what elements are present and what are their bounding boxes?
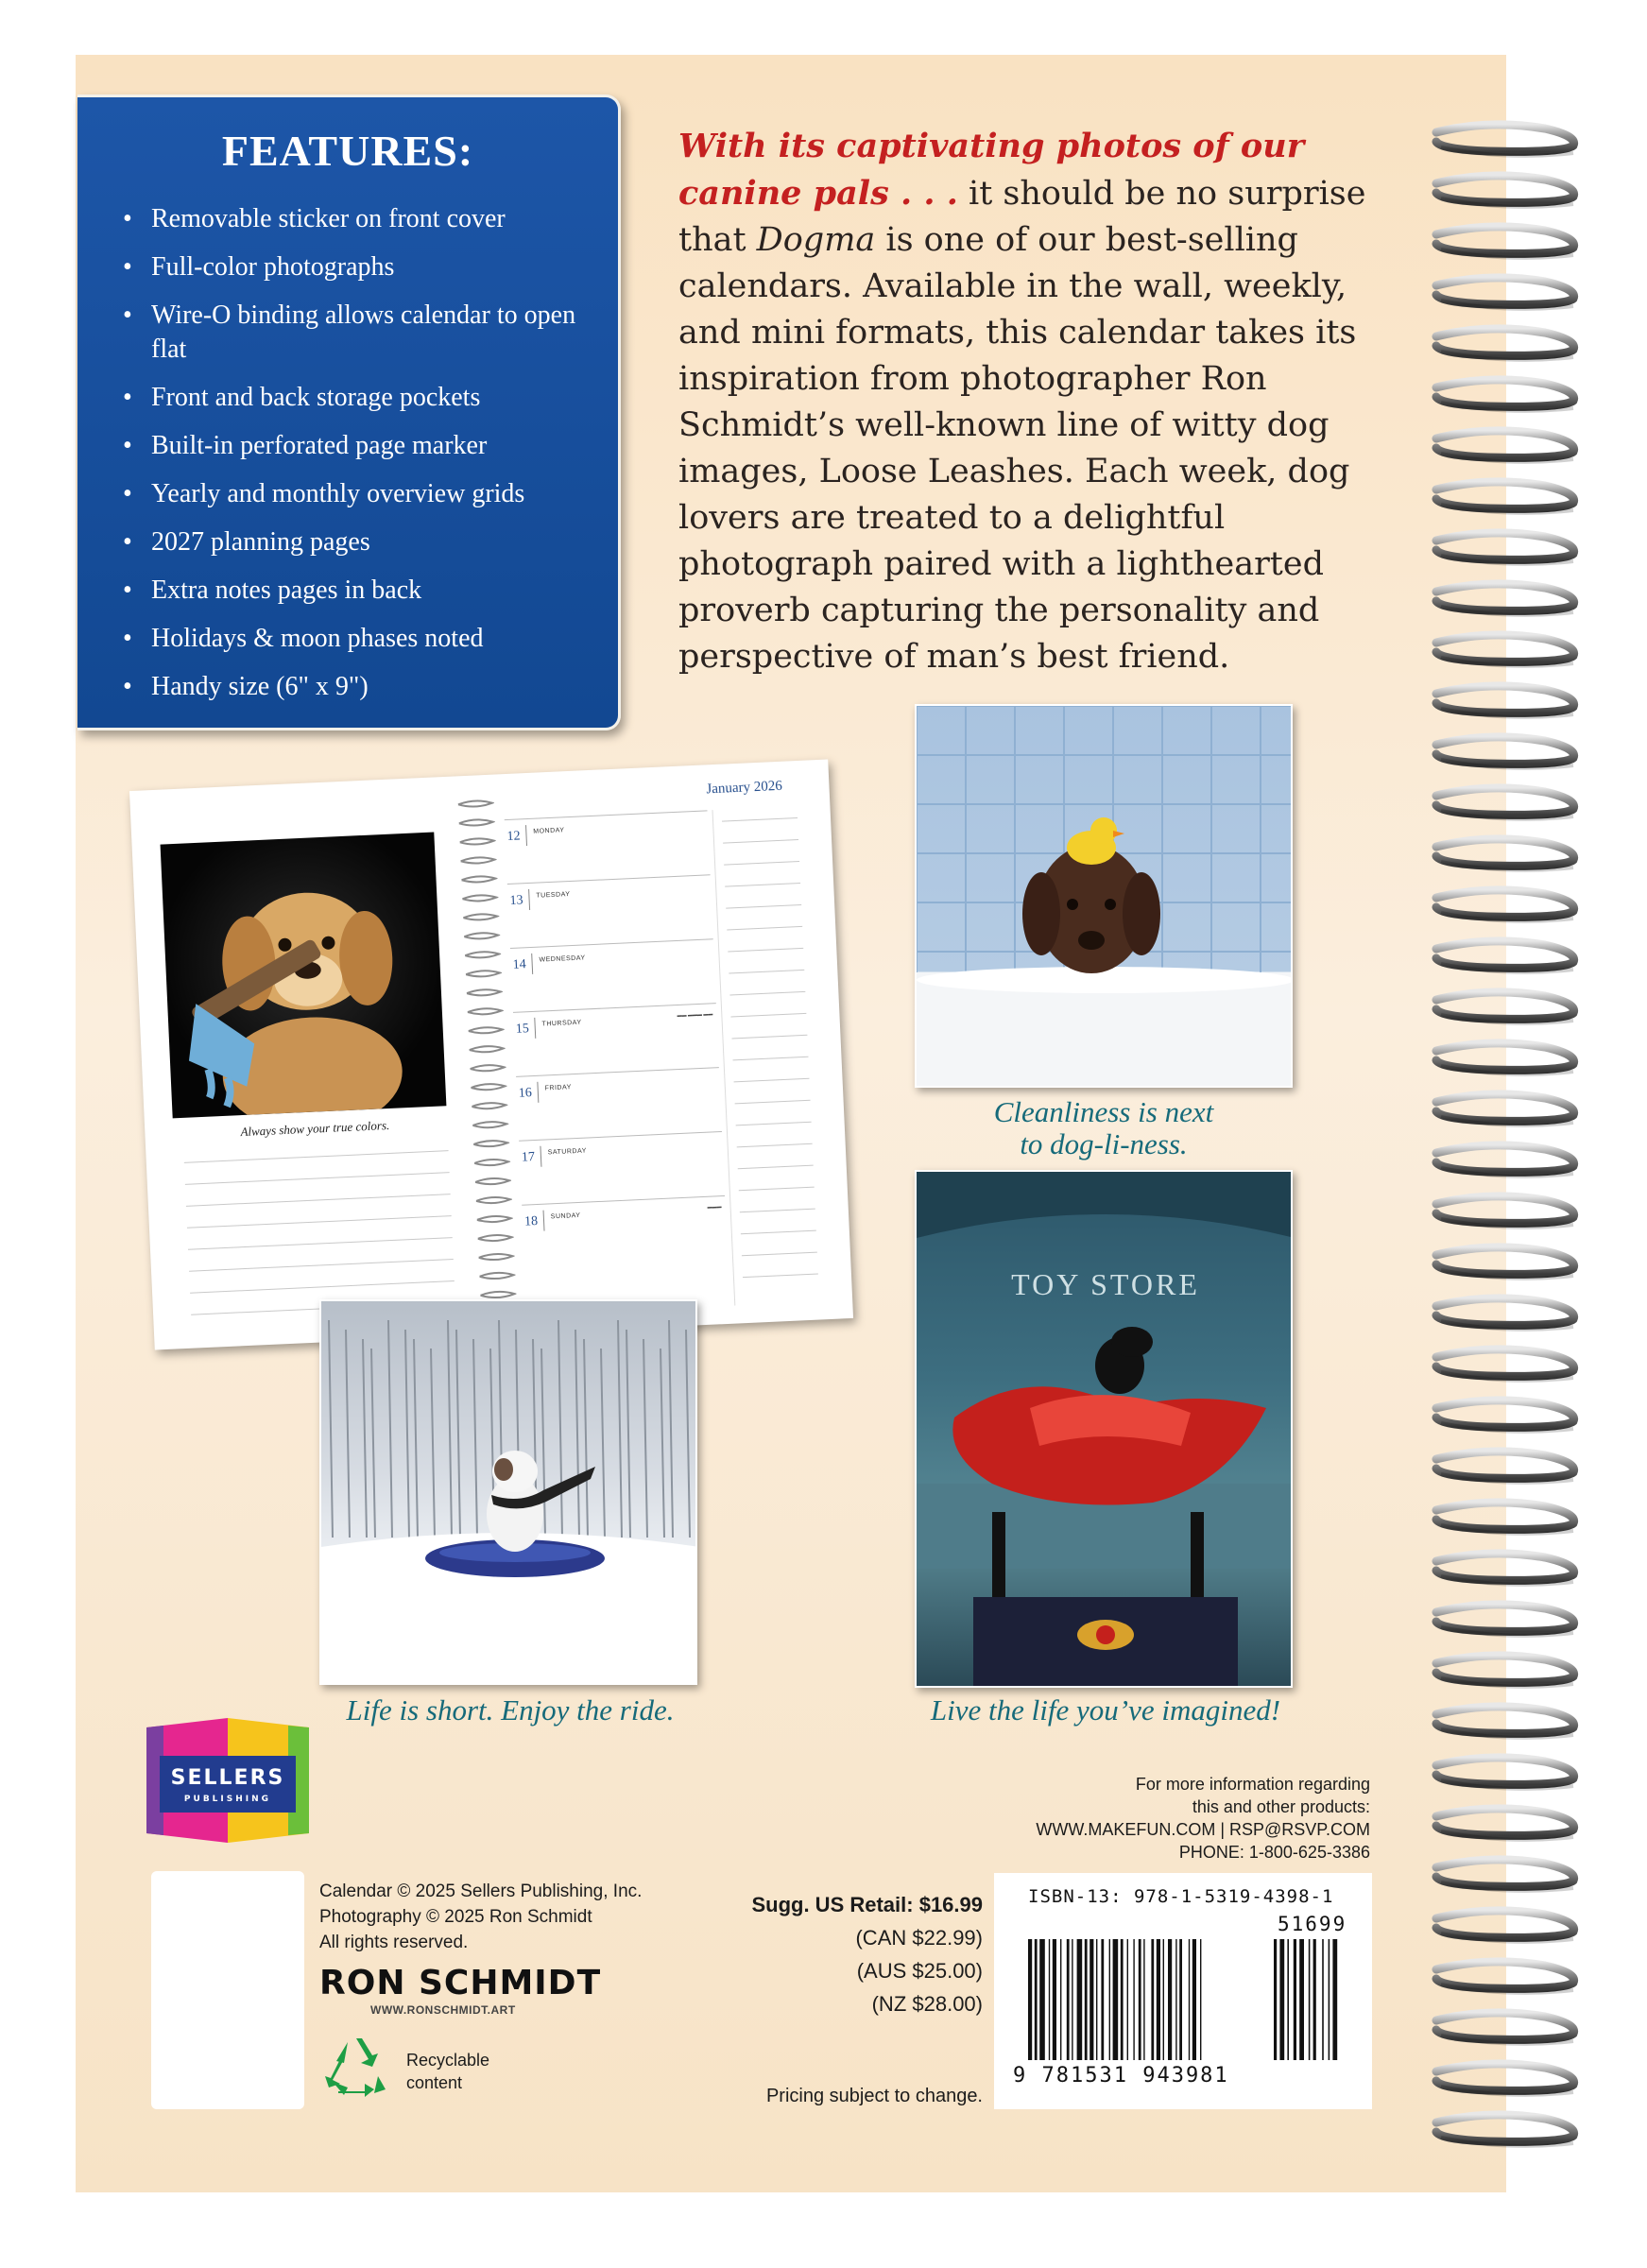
planner-month: January 2026 bbox=[706, 778, 783, 798]
contact-line: For more information regarding bbox=[1135, 1775, 1370, 1794]
tree-trunk bbox=[584, 1339, 588, 1538]
tree-trunk bbox=[329, 1320, 333, 1538]
barcode-bar bbox=[1309, 1939, 1311, 2060]
planner-ring bbox=[480, 1272, 514, 1280]
spiral-coil bbox=[1436, 176, 1574, 207]
barcode-bar bbox=[1279, 1939, 1284, 2060]
barcode-bar bbox=[1151, 1939, 1154, 2060]
planner-ring bbox=[462, 895, 496, 902]
planner-ring bbox=[466, 971, 500, 978]
planner-ring bbox=[472, 1121, 506, 1128]
price-code: 51699 bbox=[1278, 1913, 1347, 1935]
note-line bbox=[189, 1259, 454, 1272]
planner-ring bbox=[475, 1177, 509, 1185]
planner-ring bbox=[465, 952, 499, 959]
planner-day-row bbox=[505, 810, 711, 884]
intro-text-2: is one of our best-selling calendars. Available in the wall, weekly, and mini formats, this calendar takes its inspiration from photographer Ron Schmidt’s well-known line of witty dog images, Loose Leashes. Each week, dog lovers are treated to a delightful photograph paired with a lighthearted proverb capturing the personality and perspective of man’s best friend. bbox=[678, 221, 1357, 676]
contact-info bbox=[945, 1773, 1370, 1864]
spiral-coil bbox=[1436, 941, 1574, 972]
planner-ring bbox=[474, 1159, 508, 1166]
tree-trunk bbox=[601, 1349, 605, 1538]
note-line bbox=[184, 1150, 449, 1163]
day-divider bbox=[534, 1018, 536, 1039]
logo-text-publishing: PUBLISHING bbox=[183, 1795, 272, 1804]
day-divider bbox=[528, 889, 530, 910]
barcode-bar bbox=[1163, 1939, 1164, 2060]
tree-trunk bbox=[405, 1330, 409, 1538]
barcode-bar bbox=[1101, 1939, 1104, 2060]
spiral-coil bbox=[1436, 482, 1574, 513]
note-line bbox=[187, 1215, 452, 1228]
toy-store-dog-photo bbox=[915, 1170, 1293, 1688]
note-line bbox=[186, 1194, 451, 1207]
spiral-coil bbox=[1436, 1656, 1574, 1687]
spiral-coil bbox=[1436, 329, 1574, 360]
spiral-coil bbox=[1436, 1094, 1574, 1125]
features-title: FEATURES: bbox=[221, 127, 474, 175]
planner-ring bbox=[478, 1234, 512, 1242]
bath-caption bbox=[915, 1096, 1293, 1160]
day-name: WEDNESDAY bbox=[539, 954, 586, 964]
spiral-coil bbox=[1436, 380, 1574, 411]
spiral-coil bbox=[1436, 737, 1574, 768]
planner-ring bbox=[458, 800, 492, 808]
note-line bbox=[188, 1237, 453, 1250]
intro-title: Dogma bbox=[756, 221, 876, 259]
spiral-coil bbox=[1436, 125, 1574, 156]
day-number: 14 bbox=[512, 957, 527, 972]
feature-item: • Holidays & moon phases noted bbox=[151, 622, 599, 656]
barcode-bar bbox=[1077, 1939, 1083, 2060]
spiral-binding bbox=[1432, 94, 1621, 2155]
planner-day-row bbox=[516, 1067, 722, 1141]
features-box bbox=[77, 94, 621, 730]
recyclable-line: content bbox=[406, 2073, 463, 2092]
snow-sled-dog-photo bbox=[319, 1299, 697, 1685]
recyclable-line: Recyclable bbox=[406, 2051, 490, 2070]
feature-item: • Full-color photographs bbox=[151, 250, 599, 284]
spiral-coil bbox=[1436, 1962, 1574, 1993]
spiral-coil bbox=[1436, 1349, 1574, 1381]
day-number: 15 bbox=[515, 1022, 530, 1037]
planner-day-row bbox=[513, 1003, 719, 1076]
bath-dog-photo bbox=[915, 704, 1293, 1088]
ron-schmidt-logo: RON SCHMIDT bbox=[319, 1964, 602, 2002]
day-divider bbox=[537, 1082, 539, 1103]
day-name: FRIDAY bbox=[544, 1084, 572, 1092]
spiral-coil bbox=[1436, 1196, 1574, 1228]
barcode-bar bbox=[1322, 1939, 1324, 2060]
holiday-note-mark: ▬▬ ▬▬▬ ▬▬ bbox=[677, 1011, 713, 1020]
barcode-bar bbox=[1299, 1939, 1304, 2060]
pricing-note: Pricing subject to change. bbox=[765, 2086, 983, 2106]
planner-ring bbox=[480, 1291, 514, 1298]
planner-day-row bbox=[522, 1195, 728, 1269]
feature-item: • Front and back storage pockets bbox=[151, 381, 599, 415]
spiral-coil bbox=[1436, 839, 1574, 870]
tree-trunk bbox=[371, 1349, 375, 1538]
feature-item: • 2027 planning pages bbox=[151, 525, 599, 559]
logo-text-sellers: SELLERS bbox=[170, 1766, 285, 1790]
toy-store-illustration bbox=[917, 1172, 1293, 1688]
note-line bbox=[190, 1280, 455, 1294]
feature-item: • Extra notes pages in back bbox=[151, 574, 599, 608]
spiral-coil bbox=[1436, 533, 1574, 564]
spiral-coil bbox=[1436, 1707, 1574, 1738]
recycle-icon bbox=[319, 2035, 393, 2103]
tree-trunk bbox=[618, 1320, 622, 1538]
spiral-coil bbox=[1436, 2115, 1574, 2146]
planner-ring bbox=[460, 838, 494, 846]
contact-phone: PHONE: 1-800-625-3386 bbox=[1178, 1843, 1370, 1862]
spiral-coil bbox=[1436, 1554, 1574, 1585]
tree-trunk bbox=[626, 1330, 630, 1538]
tree-trunk bbox=[686, 1330, 690, 1538]
planner-ring bbox=[472, 1102, 506, 1109]
barcode-bar bbox=[1287, 1939, 1289, 2060]
spiral-coil bbox=[1436, 1503, 1574, 1534]
day-number: 16 bbox=[518, 1086, 533, 1101]
pricing-block bbox=[699, 1888, 983, 2020]
copyright-line: Photography © 2025 Ron Schmidt bbox=[319, 1907, 592, 1927]
spiral-coil bbox=[1436, 1145, 1574, 1177]
spiral-coil bbox=[1436, 1400, 1574, 1432]
barcode-bar bbox=[1028, 1939, 1032, 2060]
planner-ring bbox=[468, 1007, 502, 1015]
tree-trunk bbox=[346, 1330, 350, 1538]
tree-trunk bbox=[575, 1330, 579, 1538]
barcode-bar bbox=[1113, 1939, 1119, 2060]
barcode-bar bbox=[1109, 1939, 1110, 2060]
spiral-coil bbox=[1436, 890, 1574, 921]
planner-day-row bbox=[510, 938, 716, 1012]
barcode-panel bbox=[994, 1873, 1372, 2109]
barcode-bar bbox=[1192, 1939, 1196, 2060]
puppy-illustration bbox=[161, 833, 447, 1119]
puppy-paintbrush-photo bbox=[161, 833, 447, 1119]
note-line bbox=[185, 1172, 450, 1185]
barcode-bar bbox=[1127, 1939, 1128, 2060]
tree-trunk bbox=[473, 1339, 477, 1538]
bath-caption-line: to dog-li-ness. bbox=[1020, 1127, 1188, 1160]
planner-ring bbox=[476, 1196, 510, 1204]
barcode-bar bbox=[1060, 1939, 1061, 2060]
toy-store-sign: TOY STORE bbox=[1011, 1267, 1200, 1301]
barcode-bar bbox=[1274, 1939, 1277, 2060]
day-number: 12 bbox=[506, 829, 521, 845]
tree-trunk bbox=[414, 1339, 418, 1538]
day-number: 17 bbox=[521, 1150, 536, 1165]
bath-dog-illustration bbox=[917, 706, 1293, 1088]
barcode-bar bbox=[1096, 1939, 1097, 2060]
intro-paragraph bbox=[678, 123, 1397, 680]
recyclable-label bbox=[406, 2049, 489, 2094]
planner-day-row bbox=[507, 874, 713, 948]
barcode-bar bbox=[1085, 1939, 1088, 2060]
intro-lead: With its captivating photos of our canine pals . . . bbox=[678, 127, 1305, 213]
tree-trunk bbox=[363, 1339, 367, 1538]
spiral-coil bbox=[1436, 584, 1574, 615]
day-name: SUNDAY bbox=[550, 1211, 581, 1221]
barcode-bar bbox=[1139, 1939, 1141, 2060]
price-us: Sugg. US Retail: $16.99 bbox=[751, 1893, 983, 1916]
spiral-coil bbox=[1436, 278, 1574, 309]
tree-trunk bbox=[431, 1349, 435, 1538]
barcode-bar bbox=[1157, 1939, 1160, 2060]
planner-day-row bbox=[519, 1131, 725, 1205]
spiral-coil bbox=[1436, 686, 1574, 717]
contact-line: this and other products: bbox=[1192, 1797, 1370, 1816]
planner-ring bbox=[464, 933, 498, 940]
barcode-bar bbox=[1168, 1939, 1172, 2060]
barcode-bar bbox=[1089, 1939, 1093, 2060]
spiral-coil bbox=[1436, 1247, 1574, 1279]
barcode-bar bbox=[1053, 1939, 1056, 2060]
isbn-text: ISBN-13: 978-1-5319-4398-1 bbox=[1028, 1886, 1334, 1907]
snow-caption: Life is short. Enjoy the ride. bbox=[346, 1693, 675, 1727]
day-name: THURSDAY bbox=[541, 1019, 582, 1028]
feature-item: • Removable sticker on front cover bbox=[151, 202, 599, 236]
planner-ring bbox=[470, 1045, 504, 1053]
blank-sticker-area bbox=[151, 1871, 304, 2109]
spiral-coil bbox=[1436, 2064, 1574, 2095]
barcode-bar bbox=[1143, 1939, 1144, 2060]
spiral-coil bbox=[1436, 431, 1574, 462]
bath-caption-line: Cleanliness is next bbox=[993, 1095, 1214, 1128]
spiral-coil bbox=[1436, 1860, 1574, 1891]
spiral-coil bbox=[1436, 1911, 1574, 1942]
holiday-note-mark: ▬▬▬ bbox=[707, 1204, 722, 1211]
snow-sled-illustration bbox=[321, 1301, 697, 1685]
barcode-icon bbox=[1028, 1939, 1349, 2062]
price-can: (CAN $22.99) bbox=[855, 1926, 983, 1950]
day-divider bbox=[525, 825, 527, 846]
planner-ring bbox=[459, 819, 493, 827]
spiral-coil bbox=[1436, 1758, 1574, 1789]
spiral-coil bbox=[1436, 1043, 1574, 1074]
tree-trunk bbox=[448, 1320, 452, 1538]
barcode-bar bbox=[1200, 1939, 1201, 2060]
barcode-bar bbox=[1175, 1939, 1176, 2060]
barcode-bar bbox=[1049, 1939, 1050, 2060]
feature-item: • Wire-O binding allows calendar to open flat bbox=[151, 299, 599, 367]
spiral-coil bbox=[1436, 2013, 1574, 2044]
spiral-coil bbox=[1436, 1298, 1574, 1330]
tree-trunk bbox=[661, 1349, 664, 1538]
barcode-bar bbox=[1039, 1939, 1045, 2060]
planner-ring bbox=[461, 876, 495, 884]
barcode-bar bbox=[1332, 1939, 1337, 2060]
feature-item: • Handy size (6" x 9") bbox=[151, 670, 599, 704]
barcode-bar bbox=[1329, 1939, 1330, 2060]
day-name: MONDAY bbox=[533, 827, 565, 835]
barcode-bar bbox=[1035, 1939, 1038, 2060]
price-nz: (NZ $28.00) bbox=[871, 1992, 983, 2016]
planner-ring bbox=[479, 1253, 513, 1261]
planner-ring bbox=[467, 988, 501, 996]
copyright-line: All rights reserved. bbox=[319, 1933, 469, 1952]
tree-trunk bbox=[643, 1339, 647, 1538]
day-number: 18 bbox=[523, 1213, 539, 1229]
spiral-coil bbox=[1436, 1605, 1574, 1636]
day-divider bbox=[531, 954, 533, 974]
barcode-bar bbox=[1294, 1939, 1296, 2060]
barcode-bar bbox=[1313, 1939, 1316, 2060]
barcode-bar bbox=[1179, 1939, 1182, 2060]
barcode-bar bbox=[1121, 1939, 1124, 2060]
toy-caption: Live the life you’ve imagined! bbox=[930, 1693, 1281, 1727]
tree-trunk bbox=[456, 1330, 460, 1538]
day-name: SATURDAY bbox=[547, 1147, 587, 1157]
tree-trunk bbox=[388, 1320, 392, 1538]
spiral-coil bbox=[1436, 992, 1574, 1023]
planner-spread-image bbox=[129, 760, 853, 1350]
price-aus: (AUS $25.00) bbox=[856, 1959, 983, 1983]
planner-photo-caption: Always show your true colors. bbox=[240, 1117, 390, 1140]
copyright-line: Calendar © 2025 Sellers Publishing, Inc. bbox=[319, 1881, 643, 1901]
planner-ring bbox=[469, 1026, 503, 1034]
barcode-bar bbox=[1189, 1939, 1190, 2060]
spiral-coil bbox=[1436, 1809, 1574, 1840]
day-number: 13 bbox=[509, 893, 523, 908]
planner-ring bbox=[473, 1140, 507, 1147]
planner-ring bbox=[463, 914, 497, 921]
planner-ring bbox=[471, 1083, 505, 1091]
planner-ring bbox=[461, 857, 495, 865]
planner-ring bbox=[471, 1064, 505, 1072]
barcode-bar bbox=[1067, 1939, 1070, 2060]
day-divider bbox=[540, 1146, 541, 1167]
tree-trunk bbox=[558, 1320, 562, 1538]
intro-text-1: it should be no surprise that bbox=[678, 175, 1366, 259]
day-name: TUESDAY bbox=[536, 891, 571, 900]
features-list bbox=[77, 202, 618, 704]
spiral-coil bbox=[1436, 1452, 1574, 1483]
feature-item: • Yearly and monthly overview grids bbox=[151, 477, 599, 511]
barcode-bar bbox=[1133, 1939, 1134, 2060]
planner-ring bbox=[477, 1215, 511, 1223]
contact-web-email: WWW.MAKEFUN.COM | RSP@RSVP.COM bbox=[1036, 1820, 1370, 1839]
copyright-block bbox=[319, 1879, 678, 1955]
day-divider bbox=[543, 1211, 545, 1231]
spiral-coil bbox=[1436, 635, 1574, 666]
barcode-digits: 9 781531 943981 bbox=[1013, 2064, 1229, 2088]
spiral-coil bbox=[1436, 788, 1574, 819]
ron-schmidt-url: WWW.RONSCHMIDT.ART bbox=[370, 2003, 516, 2017]
spiral-coil bbox=[1436, 227, 1574, 258]
sellers-publishing-logo bbox=[146, 1718, 309, 1843]
tree-trunk bbox=[669, 1320, 673, 1538]
feature-item: • Built-in perforated page marker bbox=[151, 429, 599, 463]
